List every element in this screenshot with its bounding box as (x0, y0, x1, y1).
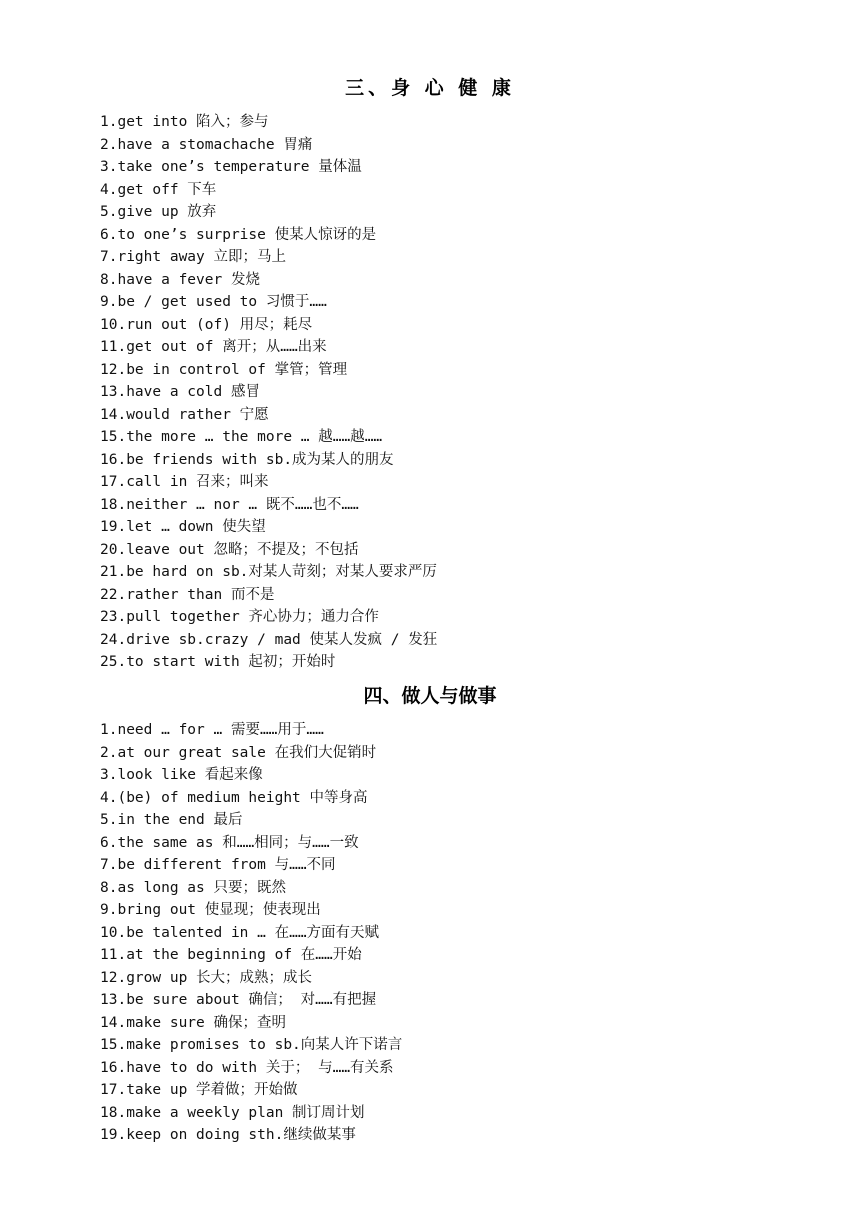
list-item: 11.get out of 离开；从……出来 (100, 339, 327, 355)
phrase-list-health (100, 111, 437, 674)
list-item: 9.bring out 使显现；使表现出 (100, 902, 321, 918)
list-item: 18.make a weekly plan 制订周计划 (100, 1104, 365, 1121)
list-item: 16.have to do with 关于； 与……有关系 (100, 1059, 394, 1076)
list-item: 11.at the beginning of 在……开始 (100, 947, 362, 963)
list-item: 8.have a fever 发烧 (100, 271, 260, 288)
list-item: 2.at our great sale 在我们大促销时 (100, 744, 377, 761)
list-item: 14.make sure 确保；查明 (100, 1014, 286, 1031)
list-item: 1.need … for … 需要……用于…… (100, 722, 324, 738)
list-item: 10.be talented in … 在……方面有天赋 (100, 924, 380, 941)
section-title-health: 三、身 心 健 康 (345, 77, 515, 99)
list-item: 5.in the end 最后 (100, 812, 243, 828)
list-item: 1.get into 陷入；参与 (100, 114, 269, 130)
list-item: 18.neither … nor … 既不……也不…… (100, 496, 359, 513)
list-item: 7.right away 立即；马上 (100, 249, 286, 265)
list-item: 12.grow up 长大；成熟；成长 (100, 969, 313, 986)
list-item: 3.look like 看起来像 (100, 767, 263, 783)
list-item: 23.pull together 齐心协力；通力合作 (100, 609, 379, 625)
list-item: 6.the same as 和……相同；与……一致 (100, 834, 359, 851)
list-item: 14.would rather 宁愿 (100, 406, 269, 423)
list-item: 22.rather than 而不是 (100, 586, 275, 603)
list-item: 9.be / get used to 习惯于…… (100, 294, 327, 310)
list-item: 17.take up 学着做；开始做 (100, 1082, 298, 1098)
list-item: 16.be friends with sb.成为某人的朋友 (100, 451, 394, 468)
list-item: 25.to start with 起初；开始时 (100, 654, 336, 670)
list-item: 13.have a cold 感冒 (100, 384, 260, 400)
list-item: 3.take one’s temperature 量体温 (100, 159, 362, 175)
list-item: 19.let … down 使失望 (100, 519, 266, 535)
list-item: 17.call in 召来；叫来 (100, 474, 269, 490)
list-item: 8.as long as 只要；既然 (100, 879, 286, 896)
phrase-list-conduct (100, 719, 402, 1147)
list-item: 15.make promises to sb.向某人许下诺言 (100, 1037, 403, 1053)
list-item: 19.keep on doing sth.继续做某事 (100, 1127, 356, 1143)
list-item: 24.drive sb.crazy / mad 使某人发疯 / 发狂 (100, 631, 438, 648)
list-item: 21.be hard on sb.对某人苛刻；对某人要求严厉 (100, 564, 437, 580)
list-item: 15.the more … the more … 越……越…… (100, 429, 383, 445)
list-item: 5.give up 放弃 (100, 204, 217, 220)
list-item: 4.get off 下车 (100, 181, 217, 198)
section-title-conduct: 四、做人与做事 (363, 685, 497, 707)
list-item: 2.have a stomachache 胃痛 (100, 136, 313, 153)
list-item: 20.leave out 忽略；不提及；不包括 (100, 541, 359, 558)
list-item: 13.be sure about 确信； 对……有把握 (100, 992, 377, 1008)
list-item: 6.to one’s surprise 使某人惊讶的是 (100, 226, 377, 243)
list-item: 10.run out (of) 用尽；耗尽 (100, 316, 313, 333)
list-item: 4.(be) of medium height 中等身高 (100, 789, 368, 806)
list-item: 7.be different from 与……不同 (100, 857, 336, 873)
list-item: 12.be in control of 掌管；管理 (100, 361, 348, 378)
